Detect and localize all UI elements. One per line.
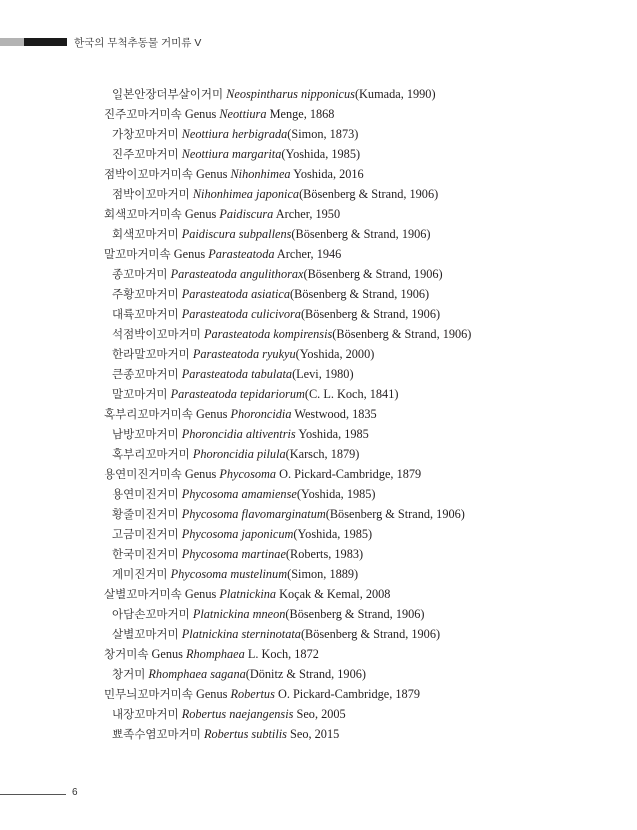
authority: (Yoshida, 2000) <box>295 347 375 361</box>
korean-name: 진주꼬마거미 <box>112 147 179 161</box>
species-entry <box>112 126 358 142</box>
genus-entry <box>104 466 421 482</box>
authority: (C. L. Koch, 1841) <box>304 387 399 401</box>
species-entry <box>112 186 438 202</box>
scientific-name: Nihonhimea <box>230 167 291 181</box>
species-entry <box>112 226 431 242</box>
authority: O. Pickard-Cambridge, 1879 <box>279 467 422 481</box>
scientific-name: Platnickina mneon <box>192 607 286 621</box>
species-entry <box>112 266 443 282</box>
authority: (Bösenberg & Strand, 1906) <box>291 227 431 241</box>
species-entry <box>112 506 465 522</box>
korean-name: 가창꼬마거미 <box>112 127 179 141</box>
scientific-name: Phycosoma mustelinum <box>170 567 288 581</box>
authority: (Karsch, 1879) <box>285 447 360 461</box>
scientific-name: Parasteatoda tepidariorum <box>170 387 305 401</box>
species-entry <box>112 486 376 502</box>
scientific-name: Robertus naejangensis <box>181 707 294 721</box>
rank-label: Genus <box>184 207 217 221</box>
scientific-name: Platnickina sterninotata <box>181 627 301 641</box>
korean-name: 말꼬마거미속 <box>104 247 171 261</box>
species-entry <box>112 726 339 742</box>
scientific-name: Neottiura herbigrada <box>181 127 288 141</box>
species-entry <box>112 86 436 102</box>
korean-name: 진주꼬마거미속 <box>104 107 182 121</box>
authority: Seo, 2005 <box>296 707 346 721</box>
species-entry <box>112 446 359 462</box>
species-entry <box>112 386 398 402</box>
rank-label: Genus <box>184 467 217 481</box>
authority: (Bösenberg & Strand, 1906) <box>325 507 465 521</box>
header-bar-gray <box>0 38 24 46</box>
korean-name: 회색꼬마거미 <box>112 227 179 241</box>
korean-name: 한국미진거미 <box>112 547 179 561</box>
species-entry <box>112 606 425 622</box>
authority: Yoshida, 2016 <box>293 167 364 181</box>
rank-label: Genus <box>173 247 206 261</box>
species-entry <box>112 666 366 682</box>
scientific-name: Neottiura <box>219 107 267 121</box>
korean-name: 살별꼬마거미속 <box>104 587 182 601</box>
scientific-name: Parasteatoda <box>208 247 275 261</box>
korean-name: 뾰족수염꼬마거미 <box>112 727 201 741</box>
header-bar-black <box>24 38 67 46</box>
authority: Archer, 1950 <box>275 207 341 221</box>
rank-label: Genus <box>195 687 228 701</box>
scientific-name: Parasteatoda tabulata <box>181 367 293 381</box>
authority: Yoshida, 1985 <box>298 427 369 441</box>
genus-entry <box>104 646 319 662</box>
scientific-name: Phycosoma flavomarginatum <box>181 507 326 521</box>
authority: (Bösenberg & Strand, 1906) <box>300 627 441 641</box>
species-entry <box>112 526 372 542</box>
genus-entry <box>104 586 390 602</box>
rank-label: Genus <box>195 407 228 421</box>
scientific-name: Robertus subtilis <box>203 727 287 741</box>
genus-entry <box>104 406 377 422</box>
scientific-name: Neospintharus nipponicus <box>226 87 355 101</box>
scientific-name: Parasteatoda culicivora <box>181 307 301 321</box>
authority: (Yoshida, 1985) <box>281 147 361 161</box>
species-entry <box>112 146 360 162</box>
rank-label: Genus <box>184 587 217 601</box>
korean-name: 황줄미진거미 <box>112 507 179 521</box>
korean-name: 민무늬꼬마거미속 <box>104 687 193 701</box>
authority: (Bösenberg & Strand, 1906) <box>332 327 472 341</box>
authority: (Bösenberg & Strand, 1906) <box>290 287 430 301</box>
scientific-name: Phoroncidia pilula <box>192 447 286 461</box>
authority: (Levi, 1980) <box>292 367 354 381</box>
korean-name: 창거미 <box>112 667 146 681</box>
species-entry <box>112 566 358 582</box>
korean-name: 회색꼬마거미속 <box>104 207 182 221</box>
authority: (Roberts, 1983) <box>285 547 364 561</box>
korean-name: 석점박이꼬마거미 <box>112 327 201 341</box>
korean-name: 혹부리꼬마거미 <box>112 447 190 461</box>
scientific-name: Phoroncidia <box>230 407 292 421</box>
authority: Westwood, 1835 <box>294 407 377 421</box>
scientific-name: Phoroncidia altiventris <box>181 427 296 441</box>
scientific-name: Parasteatoda kompirensis <box>203 327 333 341</box>
korean-name: 한라말꼬마거미 <box>112 347 190 361</box>
authority: O. Pickard-Cambridge, 1879 <box>277 687 421 701</box>
scientific-name: Rhomphaea sagana <box>148 667 246 681</box>
korean-name: 아담손꼬마거미 <box>112 607 190 621</box>
species-entry <box>112 426 369 442</box>
korean-name: 주황꼬마거미 <box>112 287 179 301</box>
authority: (Yoshida, 1985) <box>293 527 373 541</box>
genus-entry <box>104 166 364 182</box>
species-entry <box>112 306 440 322</box>
authority: Seo, 2015 <box>290 727 340 741</box>
genus-entry <box>104 106 334 122</box>
authority: L. Koch, 1872 <box>247 647 319 661</box>
authority: (Kumada, 1990) <box>354 87 436 101</box>
korean-name: 점박이꼬마거미속 <box>104 167 193 181</box>
scientific-name: Paidiscura <box>219 207 274 221</box>
korean-name: 창거미속 <box>104 647 149 661</box>
scientific-name: Neottiura margarita <box>181 147 282 161</box>
authority: Menge, 1868 <box>269 107 335 121</box>
authority: (Bösenberg & Strand, 1906) <box>285 607 425 621</box>
authority: (Yoshida, 1985) <box>296 487 376 501</box>
korean-name: 종꼬마거미 <box>112 267 168 281</box>
species-entry <box>112 626 440 642</box>
korean-name: 게미진거미 <box>112 567 168 581</box>
page-number: 6 <box>72 787 78 798</box>
korean-name: 살별꼬마거미 <box>112 627 179 641</box>
scientific-name: Parasteatoda ryukyu <box>192 347 296 361</box>
authority: (Simon, 1889) <box>287 567 359 581</box>
genus-entry <box>104 246 341 262</box>
korean-name: 내장꼬마거미 <box>112 707 179 721</box>
rank-label: Genus <box>151 647 183 661</box>
rank-label: Genus <box>184 107 217 121</box>
korean-name: 남방꼬마거미 <box>112 427 179 441</box>
species-entry <box>112 346 374 362</box>
authority: (Dönitz & Strand, 1906) <box>245 667 366 681</box>
scientific-name: Platnickina <box>219 587 277 601</box>
species-entry <box>112 706 346 722</box>
korean-name: 대륙꼬마거미 <box>112 307 179 321</box>
species-entry <box>112 326 471 342</box>
korean-name: 용연미진거미 <box>112 487 179 501</box>
species-entry <box>112 366 354 382</box>
species-entry <box>112 546 363 562</box>
authority: Archer, 1946 <box>276 247 342 261</box>
authority: (Simon, 1873) <box>287 127 359 141</box>
korean-name: 혹부리꼬마거미속 <box>104 407 193 421</box>
genus-entry <box>104 206 340 222</box>
genus-entry <box>104 686 420 702</box>
scientific-name: Rhomphaea <box>186 647 245 661</box>
scientific-name: Phycosoma martinae <box>181 547 286 561</box>
footer-rule <box>0 794 66 795</box>
rank-label: Genus <box>195 167 228 181</box>
species-entry <box>112 286 429 302</box>
scientific-name: Paidiscura subpallens <box>181 227 292 241</box>
scientific-name: Nihonhimea japonica <box>192 187 300 201</box>
scientific-name: Parasteatoda asiatica <box>181 287 291 301</box>
running-header-title: 한국의 무척추동물 거미류 V <box>74 37 202 49</box>
scientific-name: Robertus <box>230 687 275 701</box>
authority: (Bösenberg & Strand, 1906) <box>299 187 439 201</box>
korean-name: 점박이꼬마거미 <box>112 187 190 201</box>
authority: (Bösenberg & Strand, 1906) <box>303 267 443 281</box>
scientific-name: Parasteatoda angulithorax <box>170 267 304 281</box>
korean-name: 말꼬마거미 <box>112 387 168 401</box>
korean-name: 고금미진거미 <box>112 527 179 541</box>
korean-name: 일본안장더부살이거미 <box>112 87 224 101</box>
authority: (Bösenberg & Strand, 1906) <box>300 307 441 321</box>
scientific-name: Phycosoma <box>219 467 277 481</box>
authority: Koçak & Kemal, 2008 <box>279 587 391 601</box>
korean-name: 큰종꼬마거미 <box>112 367 179 381</box>
scientific-name: Phycosoma japonicum <box>181 527 294 541</box>
scientific-name: Phycosoma amamiense <box>181 487 297 501</box>
korean-name: 용연미진거미속 <box>104 467 182 481</box>
